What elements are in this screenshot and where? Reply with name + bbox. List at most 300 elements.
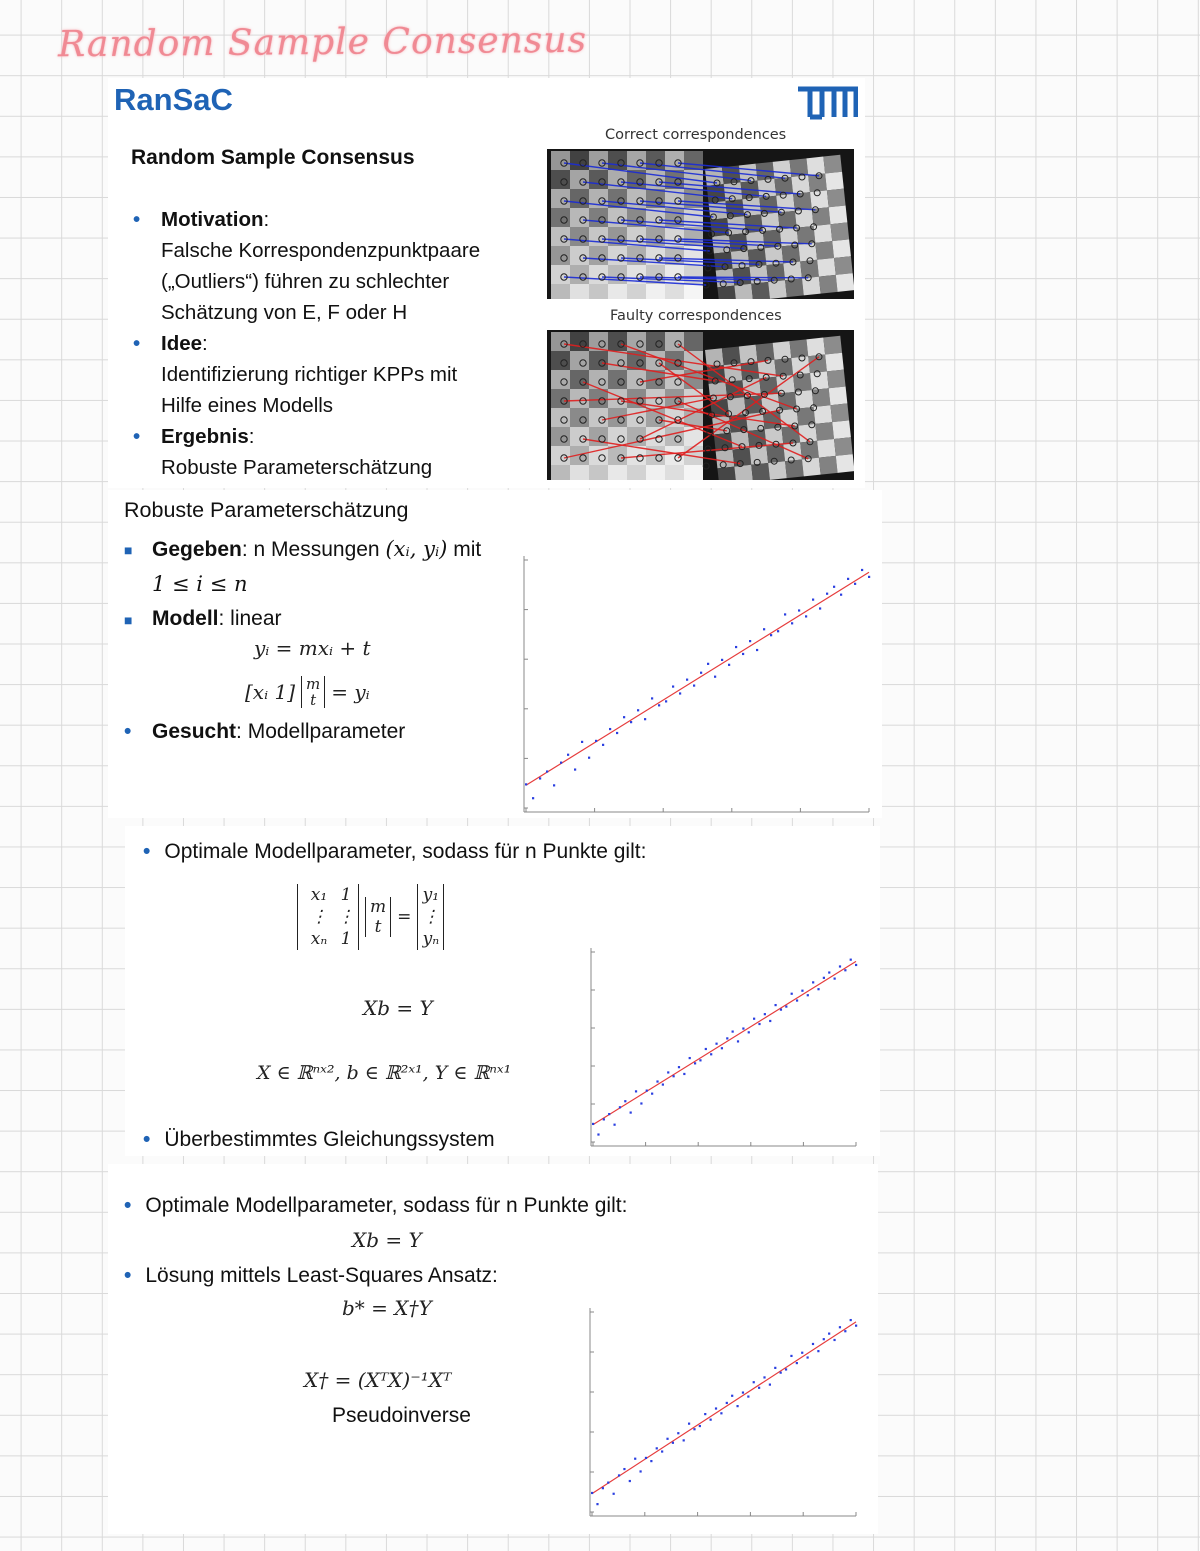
checker-square xyxy=(551,351,570,370)
bullet-text: Optimale Modellparameter, sodass für n Punkte gilt: xyxy=(164,840,647,863)
checker-square xyxy=(832,420,851,439)
data-point xyxy=(581,741,583,743)
bullet-model xyxy=(124,602,524,636)
bullet-ergebnis: • Ergebnis: Robuste Parameterschätzung xyxy=(133,421,523,483)
checker-square xyxy=(823,155,842,174)
data-point xyxy=(539,777,541,779)
model-label: Modell xyxy=(152,607,219,630)
checker-square xyxy=(806,157,825,176)
checker-square xyxy=(717,467,736,480)
data-point xyxy=(662,1083,664,1085)
data-point xyxy=(678,1066,680,1068)
data-point xyxy=(812,599,814,601)
data-point xyxy=(798,609,800,611)
checker-square xyxy=(829,387,848,406)
data-point xyxy=(597,1133,599,1135)
pseudoinverse-label: Pseudoinverse xyxy=(332,1404,471,1427)
data-point xyxy=(728,664,730,666)
data-point xyxy=(704,1413,706,1415)
data-point xyxy=(623,716,625,718)
checker-square xyxy=(825,172,844,191)
data-point xyxy=(774,1367,776,1369)
data-point xyxy=(812,1343,814,1345)
bullet-line: Robuste Parameterschätzung xyxy=(161,456,433,479)
data-point xyxy=(645,1457,647,1459)
data-point xyxy=(588,757,590,759)
data-point xyxy=(595,740,597,742)
data-point xyxy=(731,1395,733,1397)
checker-square xyxy=(751,282,770,299)
bullet-motivation: • Motivation: Falsche Korrespondenzpunktpaare („Outliers“) führen zu schlechter Schätzung von E, F oder H xyxy=(133,204,523,328)
checker-square xyxy=(570,265,589,284)
xb-equation: Xb = Y xyxy=(352,1228,422,1252)
checker-square xyxy=(815,422,834,441)
data-point xyxy=(666,1438,668,1440)
data-point xyxy=(637,709,639,711)
matrix-xn: xₙ xyxy=(310,929,328,949)
checker-square xyxy=(551,465,570,480)
data-point xyxy=(679,692,681,694)
data-point xyxy=(780,1372,782,1374)
data-point xyxy=(688,1423,690,1425)
data-point xyxy=(807,994,809,996)
data-point xyxy=(742,1027,744,1029)
data-point xyxy=(749,640,751,642)
checker-square xyxy=(774,358,793,377)
data-point xyxy=(693,1428,695,1430)
checker-square xyxy=(570,284,589,299)
dimension-equation: X ∈ ℝⁿˣ², b ∈ ℝ²ˣ¹, Y ∈ ℝⁿˣ¹ xyxy=(257,1062,512,1084)
bullet-dot: • xyxy=(143,840,151,863)
checker-square xyxy=(729,233,748,252)
data-point xyxy=(714,676,716,678)
checker-square xyxy=(817,258,836,277)
data-point xyxy=(791,622,793,624)
data-point xyxy=(861,569,863,571)
vector-yn: yₙ xyxy=(422,929,440,949)
xb-equation: Xb = Y xyxy=(363,996,433,1020)
data-point xyxy=(805,615,807,617)
slide-least-squares xyxy=(108,1164,878,1534)
data-point xyxy=(699,1425,701,1427)
matrix-equation xyxy=(297,884,444,950)
checker-square xyxy=(823,336,842,355)
right-checkerboard xyxy=(705,336,854,480)
handwritten-title: Random Sample Consensus xyxy=(57,19,588,66)
data-point xyxy=(525,783,527,785)
checker-square xyxy=(746,231,765,250)
checker-square xyxy=(714,252,733,271)
checker-square xyxy=(551,332,570,351)
checker-square xyxy=(627,465,646,480)
data-point xyxy=(630,1111,632,1113)
checker-square xyxy=(793,373,812,392)
checker-square xyxy=(749,265,768,284)
data-point xyxy=(769,1384,771,1386)
checker-square xyxy=(551,246,570,265)
slide-robust-estimation xyxy=(108,490,882,818)
data-point xyxy=(673,1075,675,1077)
data-point xyxy=(567,754,569,756)
data-point xyxy=(770,634,772,636)
row-vector: [xᵢ 1] xyxy=(245,680,295,704)
data-point xyxy=(764,1013,766,1015)
sought-label: Gesucht xyxy=(152,720,237,743)
checker-square xyxy=(751,463,770,480)
data-point xyxy=(796,999,798,1001)
matrix-model-equation xyxy=(245,676,370,708)
vector-dots: ⋮ xyxy=(422,907,440,927)
data-point xyxy=(784,613,786,615)
data-point xyxy=(609,728,611,730)
data-point xyxy=(753,1381,755,1383)
data-point xyxy=(618,1474,620,1476)
data-point xyxy=(823,1338,825,1340)
checker-square xyxy=(731,250,750,269)
checker-square xyxy=(827,370,846,389)
matrix-one: 1 xyxy=(340,929,352,949)
bullet-square: ■ xyxy=(124,612,133,628)
data-point xyxy=(646,1090,648,1092)
checker-square xyxy=(836,273,854,292)
checker-square xyxy=(551,170,570,189)
checker-square xyxy=(768,461,787,480)
data-point xyxy=(758,1023,760,1025)
checker-square xyxy=(684,151,703,170)
data-point xyxy=(721,659,723,661)
robust-list xyxy=(124,532,524,636)
data-point xyxy=(801,990,803,992)
bullet-given xyxy=(124,532,524,602)
data-point xyxy=(613,1493,615,1495)
checker-square xyxy=(716,450,735,469)
data-point xyxy=(839,965,841,967)
checker-square xyxy=(830,403,849,422)
checker-square xyxy=(817,439,836,458)
checker-square xyxy=(551,227,570,246)
data-point xyxy=(656,1080,658,1082)
slide-subtitle: Random Sample Consensus xyxy=(131,146,415,169)
checker-square xyxy=(551,265,570,284)
checker-square xyxy=(608,151,627,170)
bullet-dot: • xyxy=(124,720,132,743)
checker-square xyxy=(646,332,665,351)
data-point xyxy=(737,1040,739,1042)
scatter-plot xyxy=(586,1300,862,1522)
data-point xyxy=(726,1037,728,1039)
data-point xyxy=(812,981,814,983)
bullet-line: Hilfe eines Modells xyxy=(161,394,334,417)
data-point xyxy=(833,586,835,588)
data-point xyxy=(840,594,842,596)
bullet-line: („Outliers“) führen zu schlechter xyxy=(161,270,450,293)
checker-square xyxy=(570,227,589,246)
y-vector xyxy=(417,884,444,950)
checker-square xyxy=(551,151,570,170)
data-point xyxy=(592,1123,594,1125)
data-point xyxy=(644,718,646,720)
checker-square xyxy=(834,256,853,275)
data-point xyxy=(785,1006,787,1008)
matrix-one: 1 xyxy=(340,885,352,905)
data-point xyxy=(665,700,667,702)
data-point xyxy=(686,679,688,681)
data-point xyxy=(756,649,758,651)
checker-square xyxy=(646,151,665,170)
checker-square xyxy=(802,277,821,296)
data-point xyxy=(672,685,674,687)
scatter-plot xyxy=(587,940,862,1152)
data-point xyxy=(735,646,737,648)
data-point xyxy=(844,1330,846,1332)
fit-line xyxy=(592,1322,856,1494)
checker-square xyxy=(551,370,570,389)
bullet-dot: • xyxy=(124,1264,132,1287)
data-point xyxy=(801,1352,803,1354)
correct-correspondences-image xyxy=(547,149,854,299)
checker-square xyxy=(815,241,834,260)
data-point xyxy=(850,959,852,961)
data-point xyxy=(817,1350,819,1352)
data-point xyxy=(656,1447,658,1449)
data-point xyxy=(844,969,846,971)
checker-square xyxy=(608,465,627,480)
model-text: : linear xyxy=(218,607,282,630)
data-point xyxy=(777,630,779,632)
bullet-dot: • xyxy=(133,425,141,448)
data-point xyxy=(603,1118,605,1120)
data-point xyxy=(855,964,857,966)
checker-square xyxy=(589,284,608,299)
matrix-x1: x₁ xyxy=(310,885,328,905)
checker-square xyxy=(589,265,608,284)
bullet-label: Motivation xyxy=(161,208,264,231)
checker-square xyxy=(551,389,570,408)
checker-square xyxy=(825,353,844,372)
checker-square xyxy=(812,388,831,407)
caption-faulty: Faulty correspondences xyxy=(610,308,782,324)
checker-square xyxy=(717,286,736,299)
given-math: (xᵢ, yᵢ) xyxy=(385,537,448,561)
checker-square xyxy=(551,189,570,208)
data-point xyxy=(683,1073,685,1075)
checker-square xyxy=(570,351,589,370)
data-point xyxy=(742,653,744,655)
param-vector xyxy=(301,676,325,708)
bullet-optimal-params xyxy=(124,1194,627,1218)
matrix-dots: ⋮ xyxy=(337,907,355,927)
data-point xyxy=(721,1047,723,1049)
data-point xyxy=(790,1355,792,1357)
checker-square xyxy=(665,284,684,299)
data-point xyxy=(823,977,825,979)
data-point xyxy=(785,1368,787,1370)
data-point xyxy=(591,1492,593,1494)
checker-square xyxy=(790,339,809,358)
data-point xyxy=(710,1053,712,1055)
checker-square xyxy=(589,208,608,227)
data-point xyxy=(834,977,836,979)
data-point xyxy=(774,1004,776,1006)
checker-square xyxy=(749,446,768,465)
checker-square xyxy=(608,446,627,465)
data-point xyxy=(546,770,548,772)
checker-square xyxy=(802,458,821,477)
data-point xyxy=(720,1412,722,1414)
data-point xyxy=(634,1458,636,1460)
bullet-least-squares xyxy=(124,1264,498,1288)
data-point xyxy=(742,1391,744,1393)
checker-square xyxy=(589,227,608,246)
given-mit: mit xyxy=(447,538,482,561)
data-point xyxy=(639,1470,641,1472)
data-point xyxy=(560,762,562,764)
data-point xyxy=(828,971,830,973)
checker-square xyxy=(608,189,627,208)
sought-text: : Modellparameter xyxy=(236,720,406,743)
data-point xyxy=(736,1405,738,1407)
bullet-dot: • xyxy=(124,1194,132,1217)
checker-square xyxy=(627,332,646,351)
data-point xyxy=(758,1387,760,1389)
bullet-sought xyxy=(124,720,405,744)
checker-square xyxy=(570,151,589,170)
data-point xyxy=(623,1468,625,1470)
data-point xyxy=(689,1057,691,1059)
given-text: : n Messungen xyxy=(241,538,380,561)
linear-model-equation: yᵢ = mxᵢ + t xyxy=(254,636,371,660)
slide-overdetermined xyxy=(125,826,880,1156)
checker-square xyxy=(627,408,646,427)
bullet-square: ■ xyxy=(124,542,133,558)
checker-square xyxy=(785,459,804,478)
checker-square xyxy=(768,280,787,299)
checker-square xyxy=(829,206,848,225)
checker-square xyxy=(589,465,608,480)
data-point xyxy=(715,1043,717,1045)
data-point xyxy=(796,1362,798,1364)
checker-square xyxy=(589,170,608,189)
checker-square xyxy=(785,278,804,297)
checker-square xyxy=(570,246,589,265)
checker-square xyxy=(684,465,703,480)
data-point xyxy=(635,1090,637,1092)
caption-correct: Correct correspondences xyxy=(605,127,787,143)
slide-heading: Robuste Parameterschätzung xyxy=(124,498,409,522)
slide-title: RanSaC xyxy=(114,82,233,117)
data-point xyxy=(596,1503,598,1505)
data-point xyxy=(819,607,821,609)
checker-square xyxy=(773,160,792,179)
data-point xyxy=(693,684,695,686)
checker-square xyxy=(646,284,665,299)
data-point xyxy=(658,704,660,706)
faulty-correspondences-image xyxy=(547,330,854,480)
checker-square xyxy=(570,332,589,351)
data-point xyxy=(850,1319,852,1321)
checker-square xyxy=(570,408,589,427)
checker-square xyxy=(608,284,627,299)
data-point xyxy=(868,576,870,578)
data-point xyxy=(753,1018,755,1020)
checker-square xyxy=(757,179,776,198)
motivation-list xyxy=(133,204,523,483)
checker-square xyxy=(551,408,570,427)
param-t: t xyxy=(310,691,317,709)
data-point xyxy=(833,1339,835,1341)
data-point xyxy=(602,1487,604,1489)
checker-square xyxy=(570,189,589,208)
data-point xyxy=(624,1100,626,1102)
bullet-label: Ergebnis xyxy=(161,425,249,448)
matrix-dots: ⋮ xyxy=(310,907,328,927)
checker-square xyxy=(830,222,849,241)
checker-square xyxy=(551,446,570,465)
checker-square xyxy=(608,370,627,389)
checker-square xyxy=(819,275,838,294)
checker-square xyxy=(665,332,684,351)
data-point xyxy=(613,1124,615,1126)
bullet-text: Optimale Modellparameter, sodass für n Punkte gilt: xyxy=(145,1194,628,1217)
checker-square xyxy=(589,351,608,370)
data-point xyxy=(602,744,604,746)
checker-square xyxy=(836,454,854,473)
data-point xyxy=(747,1395,749,1397)
checker-square xyxy=(570,170,589,189)
bullet-idee: • Idee: Identifizierung richtiger KPPs mit Hilfe eines Modells xyxy=(133,328,523,421)
given-label: Gegeben xyxy=(152,538,242,561)
vector-y1: y₁ xyxy=(422,885,440,905)
tum-logo xyxy=(796,86,858,120)
equation-rhs: = yᵢ xyxy=(331,680,370,704)
data-point xyxy=(608,1113,610,1115)
bullet-overdetermined xyxy=(143,1128,495,1152)
data-point xyxy=(839,1326,841,1328)
param-t: t xyxy=(374,917,382,937)
checker-square xyxy=(551,284,570,299)
data-point xyxy=(683,1439,685,1441)
checker-square xyxy=(551,427,570,446)
bullet-line: Falsche Korrespondenzpunktpaare xyxy=(161,239,481,262)
data-point xyxy=(532,797,534,799)
checker-square xyxy=(570,427,589,446)
param-m: m xyxy=(370,897,387,917)
data-point xyxy=(630,721,632,723)
data-point xyxy=(694,1062,696,1064)
data-point xyxy=(616,732,618,734)
checker-square xyxy=(684,332,703,351)
data-point xyxy=(700,672,702,674)
data-point xyxy=(826,593,828,595)
fit-line xyxy=(593,961,856,1124)
checker-square xyxy=(806,338,825,357)
bullet-text: Überbestimmtes Gleichungssystem xyxy=(164,1128,495,1151)
slide-ransac xyxy=(108,78,865,488)
equals-sign: = xyxy=(397,907,412,927)
checker-square xyxy=(570,389,589,408)
data-point xyxy=(855,1325,857,1327)
given-range: 1 ≤ i ≤ n xyxy=(152,572,248,596)
checker-square xyxy=(608,246,627,265)
checker-square xyxy=(684,284,703,299)
bullet-line: Identifizierung richtiger KPPs mit xyxy=(161,363,458,386)
checker-square xyxy=(608,332,627,351)
checker-square xyxy=(757,360,776,379)
fit-line xyxy=(526,572,869,785)
checker-square xyxy=(570,370,589,389)
checker-square xyxy=(551,208,570,227)
checker-square xyxy=(570,208,589,227)
